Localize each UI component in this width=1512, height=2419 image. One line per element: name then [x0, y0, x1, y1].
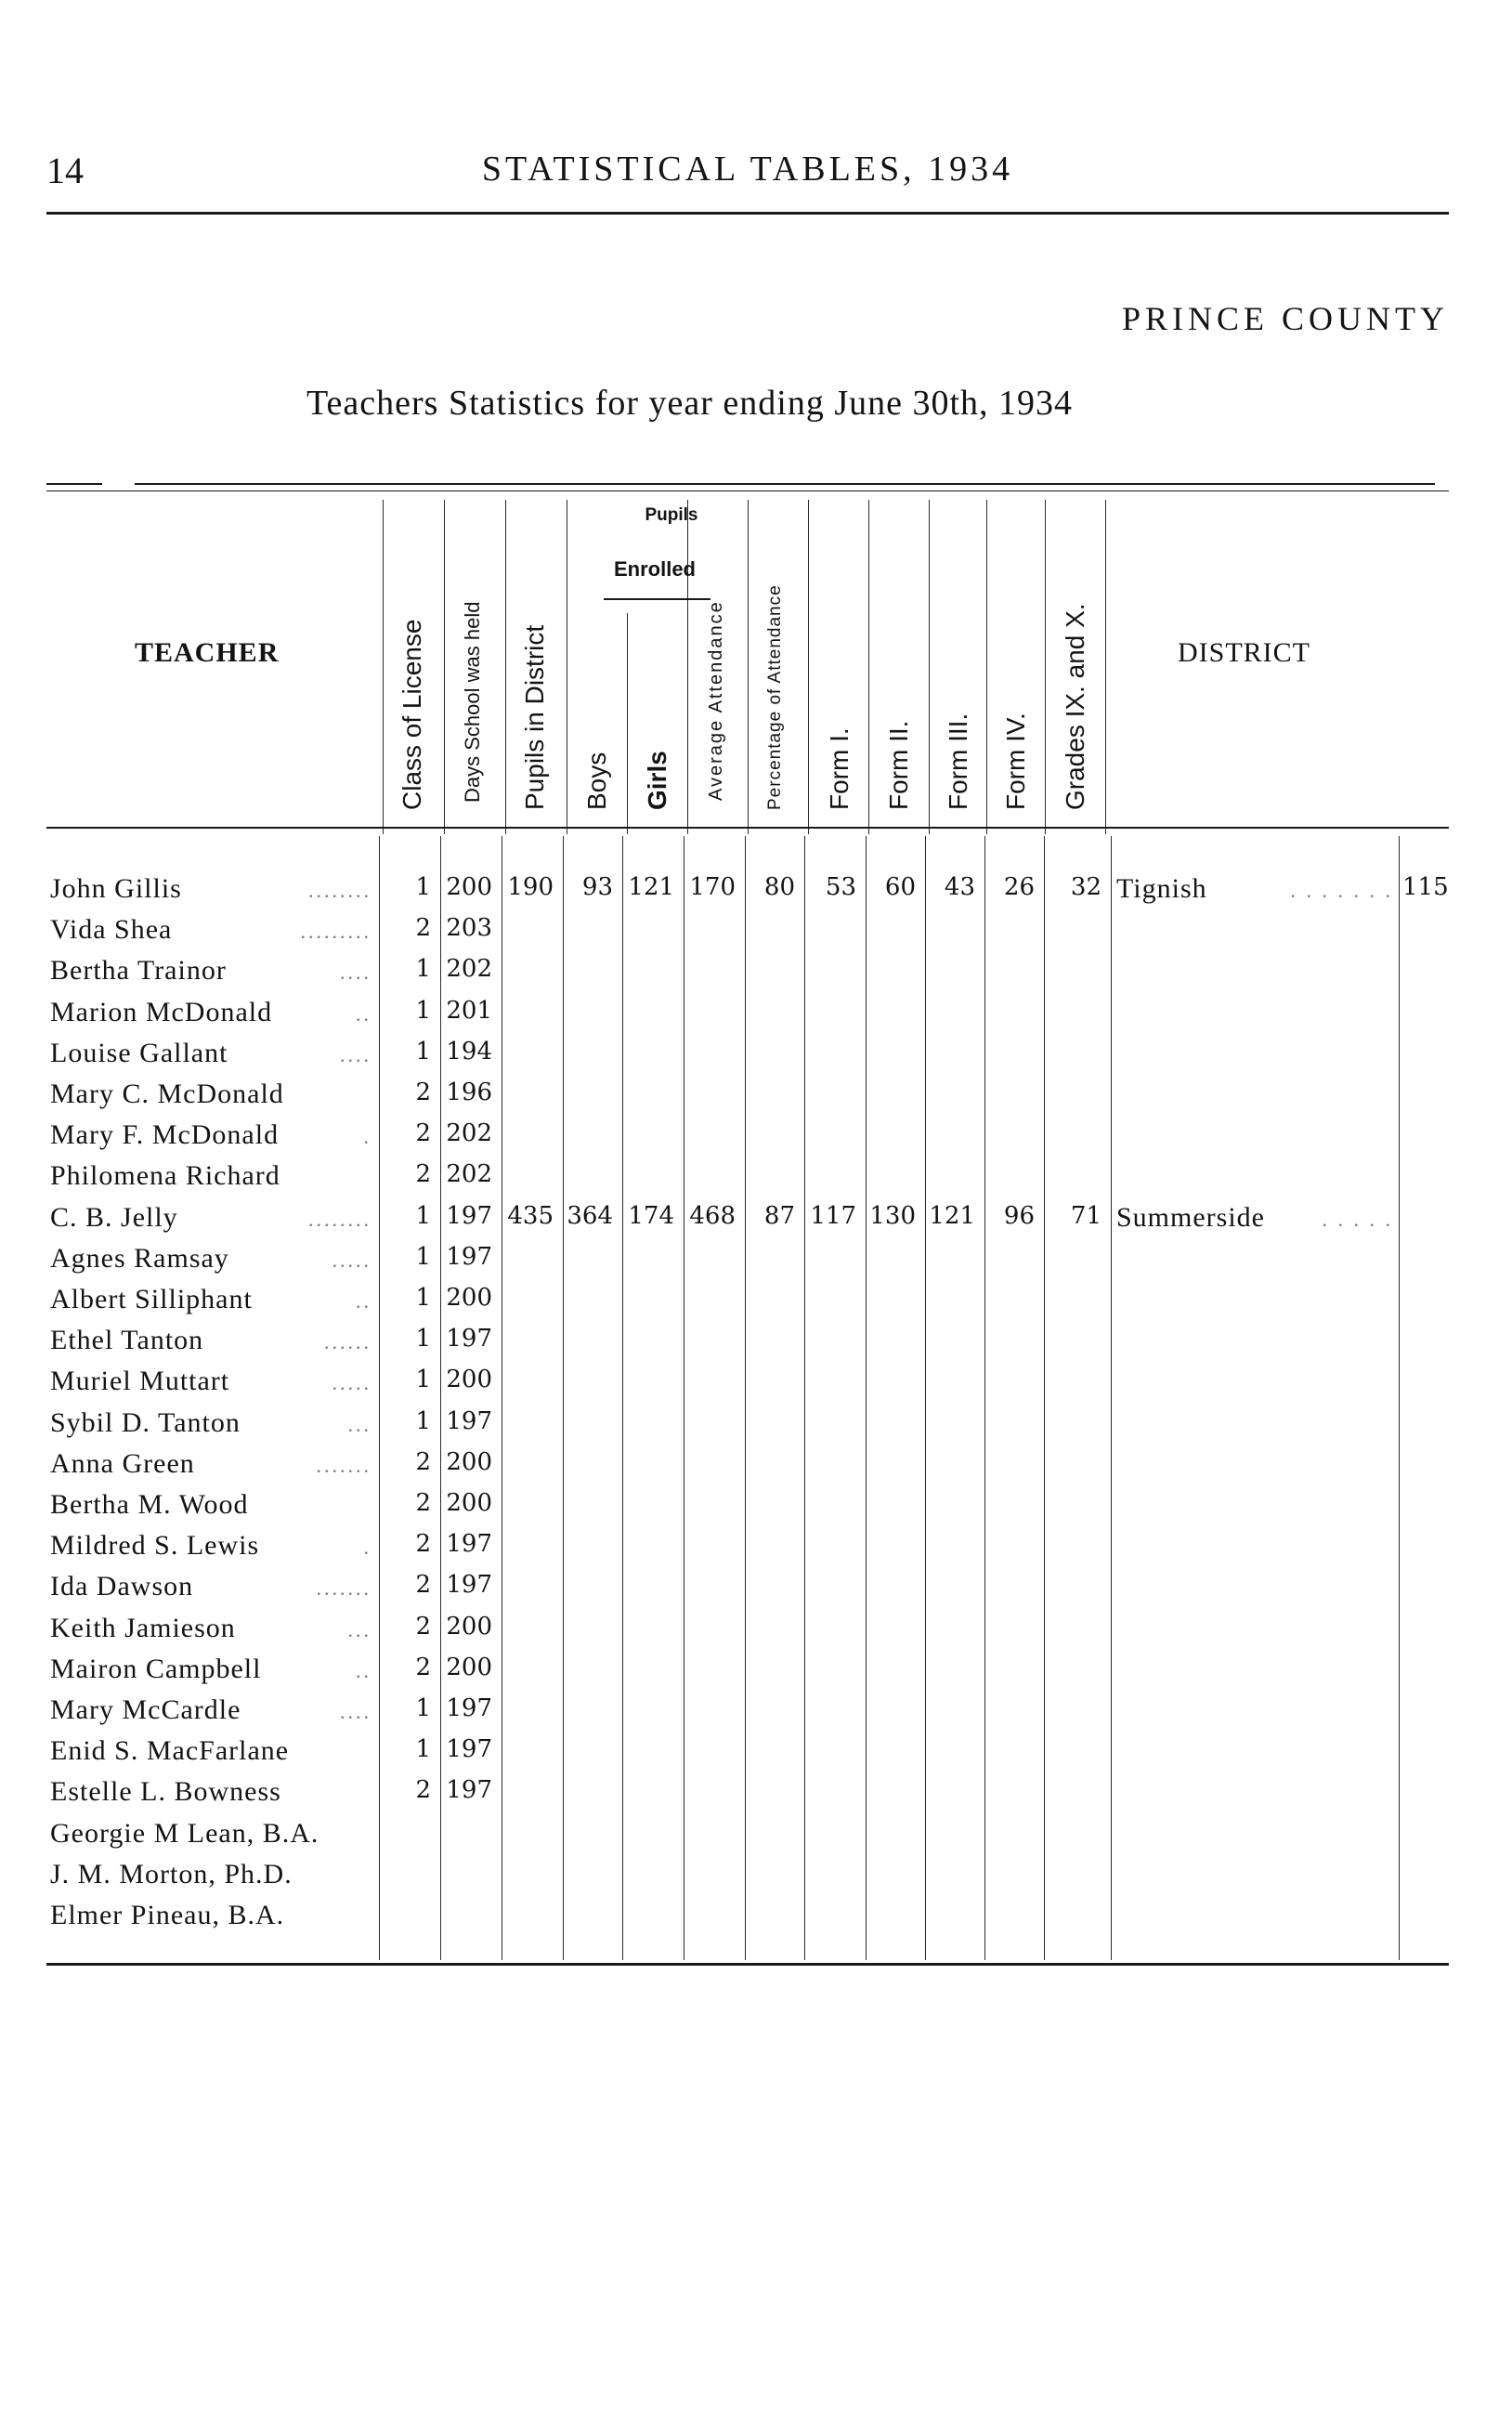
cell-days: 197 [446, 1325, 492, 1353]
cell-grades: 71 [1070, 1201, 1101, 1230]
cell-girls: 174 [628, 1201, 674, 1230]
teacher-name: Enid S. MacFarlane [50, 1735, 290, 1767]
cell-class: 2 [415, 1079, 431, 1106]
cell-days: 197 [446, 1571, 492, 1600]
teacher-name: Louise Gallant [50, 1037, 228, 1068]
teacher-name: Muriel Muttart [50, 1366, 230, 1397]
cell-days: 197 [446, 1406, 492, 1435]
header-divider [748, 500, 749, 834]
cell-f3: 43 [944, 873, 975, 901]
table-row [46, 1038, 1449, 1079]
cell-class: 1 [415, 1694, 431, 1722]
teacher-name: Sybil D. Tanton [50, 1406, 241, 1438]
cell-class: 2 [415, 1447, 431, 1476]
teacher-name: Ethel Tanton [50, 1325, 204, 1356]
table-row [46, 1489, 1449, 1530]
cell-days: 200 [446, 873, 492, 901]
leader-dots: .... [340, 1042, 371, 1066]
table-row [46, 1079, 1449, 1119]
teacher-name: Mary C. McDonald [50, 1079, 284, 1109]
cell-f1: 53 [825, 873, 856, 901]
cell-class: 1 [415, 1037, 431, 1066]
cell-class: 1 [415, 1242, 431, 1271]
top-rule [135, 483, 1435, 485]
teacher-name: Keith Jamieson [50, 1612, 236, 1643]
cell-f1: 117 [810, 1201, 856, 1230]
cell-days: 200 [446, 1653, 492, 1681]
leader-dots: ....... [316, 1576, 371, 1601]
leader-dots: ..... [332, 1371, 371, 1395]
header-divider [986, 500, 987, 834]
cell-class: 2 [415, 914, 431, 943]
cell-f3: 121 [929, 1201, 975, 1230]
table-row [46, 1325, 1449, 1366]
table-row [46, 914, 1449, 955]
county-heading: PRINCE COUNTY [1121, 300, 1449, 337]
cell-class: 1 [415, 1284, 431, 1312]
teacher-name: Anna Green [50, 1447, 195, 1479]
cell-days: 200 [446, 1447, 492, 1476]
teacher-name: John Gillis [50, 873, 182, 904]
table-row [46, 1160, 1449, 1201]
teacher-name: Bertha M. Wood [50, 1489, 249, 1520]
cell-class: 2 [415, 1119, 431, 1148]
teacher-name: Mairon Campbell [50, 1653, 262, 1684]
cell-class: 2 [415, 1530, 431, 1559]
header-divider [929, 500, 930, 834]
header-rule [46, 212, 1449, 215]
cell-days: 197 [446, 1735, 492, 1764]
teacher-name: Albert Silliphant [50, 1284, 253, 1314]
leader-dots: ........ [308, 1207, 371, 1231]
leader-dots: . [363, 1125, 371, 1149]
table-row [46, 1407, 1449, 1448]
district-leader-dots: . . . . . [1322, 1207, 1393, 1231]
cell-class: 1 [415, 996, 431, 1025]
cell-class: 1 [415, 1366, 431, 1394]
table-subtitle: Teachers Statistics for year ending June 30th, 1934 [306, 384, 1074, 423]
page-header [46, 149, 1449, 204]
leader-dots: ...... [324, 1330, 371, 1354]
cell-days: 197 [446, 1530, 492, 1559]
cell-class: 1 [415, 955, 431, 984]
table-row [46, 1571, 1449, 1612]
cell-days: 202 [446, 1119, 492, 1148]
leader-dots: .. [356, 1658, 371, 1682]
cell-days: 197 [446, 1776, 492, 1805]
header-divider [383, 500, 384, 834]
cell-days: 200 [446, 1366, 492, 1394]
cell-boys: 93 [581, 873, 613, 901]
cell-days: 203 [446, 914, 492, 943]
table-row [46, 1776, 1449, 1817]
leader-dots: .. [356, 1289, 371, 1313]
teacher-name: Mary F. McDonald [50, 1119, 280, 1151]
teacher-name: Marion McDonald [50, 996, 273, 1027]
header-divider [687, 500, 688, 834]
teacher-column-header: TEACHER [135, 637, 280, 668]
page-number: 14 [46, 150, 84, 191]
table-row [46, 1859, 1449, 1900]
cell-class: 2 [415, 1776, 431, 1805]
district-leader-dots: . . . . . . . [1290, 879, 1393, 902]
table-row [46, 1119, 1449, 1160]
leader-dots: . [363, 1536, 371, 1560]
cell-avg: 170 [689, 873, 736, 901]
cell-f4: 96 [1003, 1201, 1035, 1230]
cell-class: 1 [415, 1406, 431, 1435]
header-divider [1105, 500, 1106, 834]
header-divider [444, 500, 445, 834]
cell-class: 1 [415, 1325, 431, 1353]
teacher-name: Vida Shea [50, 914, 173, 946]
teacher-name: Estelle L. Bowness [50, 1776, 281, 1808]
cell-class: 1 [415, 873, 431, 901]
leader-dots: ..... [332, 1248, 371, 1272]
table-row [46, 1694, 1449, 1735]
table-row [46, 1366, 1449, 1406]
district-name: Tignish [1116, 873, 1207, 904]
cell-girls: 121 [628, 873, 674, 901]
enrolled-rule [604, 598, 710, 600]
table-row [46, 1530, 1449, 1571]
cell-f4: 26 [1003, 873, 1035, 901]
teacher-name: Philomena Richard [50, 1160, 280, 1192]
cell-class: 1 [415, 1735, 431, 1764]
cell-pct: 80 [763, 873, 795, 901]
table-row [46, 1735, 1449, 1776]
table-row [46, 997, 1449, 1038]
cell-pupils-district: 435 [507, 1201, 554, 1230]
page-title: STATISTICAL TABLES, 1934 [481, 150, 1014, 189]
header-divider [1045, 500, 1046, 834]
leader-dots: ....... [316, 1453, 371, 1477]
pupils-header: Pupils [645, 505, 698, 525]
cell-days: 196 [446, 1079, 492, 1106]
district-name: Summerside [1116, 1201, 1265, 1233]
cell-class: 2 [415, 1612, 431, 1641]
cell-f2: 130 [869, 1201, 916, 1230]
bottom-rule [46, 1963, 1449, 1966]
margin-value: 115 [1402, 873, 1449, 901]
cell-class: 2 [415, 1160, 431, 1189]
cell-class: 2 [415, 1489, 431, 1517]
header-divider [505, 500, 506, 834]
table-row [46, 955, 1449, 996]
cell-days: 197 [446, 1694, 492, 1722]
cell-pct: 87 [763, 1201, 795, 1230]
leader-dots: .... [340, 961, 371, 985]
header-divider [868, 500, 869, 834]
leader-dots: .. [356, 1001, 371, 1026]
teacher-name: Ida Dawson [50, 1571, 194, 1602]
cell-boys: 364 [567, 1201, 613, 1230]
top-rule-left [46, 483, 102, 485]
leader-dots: ... [347, 1617, 371, 1641]
cell-days: 200 [446, 1489, 492, 1517]
teacher-name: Georgie M Lean, B.A. [50, 1817, 319, 1849]
teachers-statistics-table: TEACHER DISTRICT Pupils Enrolled Class of License Days School was held Pupils in District Boys Girls Average Attendance Percentage of Attendance Form I. Form II. Form III. Form IV. Grades IX. and X. John Gillis ........ 1 200 190 93 121 170 80 53 60 43 26 32 Tignish . . . . . . . 115 Vida Shea ......... 2 203 Bertha Trainor .... 1 202 Marion McDonald .. 1 201 Louise Gallant .... 1 194 Mary C. McDonald 2 196 Mary F. McDonald . 2 202 Philomena Richard 2 202 C. B. Jelly ........ 1 197 435 364 174 468 87 117 130 121 96 71 Summerside . . . . . Agnes Ramsay ..... 1 197 Albert Silliphant .. 1 200 Ethel Tanton ...... 1 197 Muriel Muttart ..... 1 200 Sybil D. Tanton ... 1 197 Anna Green ....... 2 200 Bertha M. Wood 2 200 Mildred S. Lewis . 2 197 Ida Dawson ....... 2 197 Keith Jamieson ... 2 200 Mairon Campbell .. 2 200 Mary McCardle .... 1 197 Enid S. MacFarlane 1 197 Estelle L. Bowness 2 197 Georgie M Lean, B.A. J. M. Morton, Ph.D. Elmer Pineau, B.A. [46, 483, 1449, 1969]
cell-days: 202 [446, 1160, 492, 1189]
table-row [46, 1900, 1449, 1941]
teacher-name: Mildred S. Lewis [50, 1530, 260, 1562]
cell-days: 200 [446, 1284, 492, 1312]
cell-class: 2 [415, 1653, 431, 1681]
leader-dots: ... [347, 1412, 371, 1436]
leader-dots: ......... [300, 920, 371, 944]
table-row [46, 1654, 1449, 1694]
district-column-header: DISTRICT [1178, 637, 1310, 668]
teacher-name: Elmer Pineau, B.A. [50, 1900, 285, 1930]
cell-days: 201 [446, 996, 492, 1025]
header-divider [627, 613, 628, 834]
cell-pupils-district: 190 [507, 873, 554, 901]
table-row [46, 1284, 1449, 1325]
cell-class: 1 [415, 1201, 431, 1230]
cell-avg: 468 [689, 1201, 736, 1230]
table-row [46, 1613, 1449, 1654]
leader-dots: ........ [308, 879, 371, 902]
table-row [46, 1448, 1449, 1489]
cell-days: 197 [446, 1201, 492, 1230]
teacher-name: Agnes Ramsay [50, 1242, 229, 1274]
leader-dots: .... [340, 1700, 371, 1723]
top-rule-thin [46, 490, 1449, 491]
header-separator [46, 827, 1449, 829]
cell-days: 197 [446, 1242, 492, 1271]
enrolled-header: Enrolled [613, 557, 696, 581]
teacher-name: C. B. Jelly [50, 1201, 178, 1233]
cell-class: 2 [415, 1571, 431, 1600]
header-divider [808, 500, 809, 834]
cell-days: 202 [446, 955, 492, 984]
teacher-name: Mary McCardle [50, 1694, 241, 1725]
table-row [46, 1243, 1449, 1284]
cell-grades: 32 [1070, 873, 1101, 901]
cell-days: 194 [446, 1037, 492, 1066]
cell-f2: 60 [884, 873, 916, 901]
teacher-name: J. M. Morton, Ph.D. [50, 1858, 293, 1889]
teacher-name: Bertha Trainor [50, 955, 227, 987]
cell-days: 200 [446, 1612, 492, 1641]
table-row [46, 1818, 1449, 1859]
table-row [46, 873, 1449, 914]
table-row [46, 1202, 1449, 1243]
